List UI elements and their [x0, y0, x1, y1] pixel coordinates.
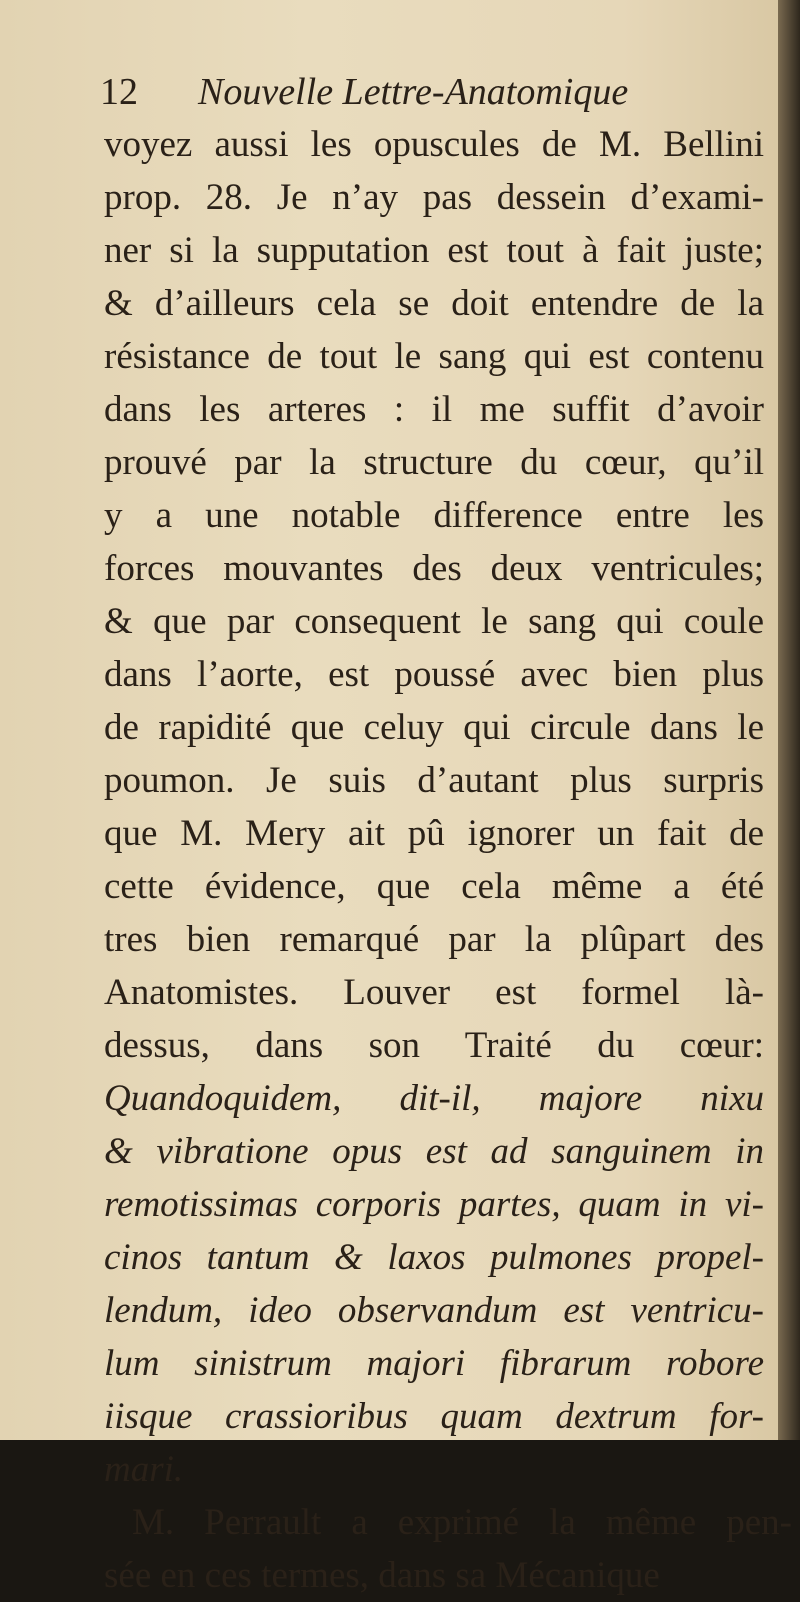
text-line: & vibratione opus est ad sanguinem in	[104, 1131, 764, 1172]
text-line: forces mouvantes des deux ventricules;	[104, 548, 764, 589]
text-line: lendum, ideo observandum est ventricu-	[104, 1290, 764, 1331]
text-line: & que par consequent le sang qui coule	[104, 601, 764, 642]
page-header	[100, 66, 680, 118]
text-line: cinos tantum & laxos pulmones propel-	[104, 1237, 764, 1278]
text-line: tres bien remarqué par la plûpart des	[104, 919, 764, 960]
text-line: dans les arteres : il me suffit d’avoir	[104, 389, 764, 430]
text-line: remotissimas corporis partes, quam in vi-	[104, 1184, 764, 1225]
page-edge	[778, 0, 800, 1440]
text-line: voyez aussi les opuscules de M. Bellini	[104, 124, 764, 165]
text-line: résistance de tout le sang qui est contenu	[104, 336, 764, 377]
text-line: prouvé par la structure du cœur, qu’il	[104, 442, 764, 483]
text-line: Anatomistes. Louver est formel là-	[104, 972, 764, 1013]
text-line: cette évidence, que cela même a été	[104, 866, 764, 907]
text-line: de rapidité que celuy qui circule dans le	[104, 707, 764, 748]
text-line: prop. 28. Je n’ay pas dessein d’exami-	[104, 177, 764, 218]
text-line: lum sinistrum majori fibrarum robore	[104, 1343, 764, 1384]
text-line: & d’ailleurs cela se doit entendre de la	[104, 283, 764, 324]
text-line: ner si la supputation est tout à fait juste;	[104, 230, 764, 271]
page-number: 12	[100, 71, 138, 113]
text-line: mari.	[104, 1449, 184, 1490]
body-text	[104, 118, 792, 1602]
text-line: M. Perrault a exprimé la même pen-	[132, 1502, 792, 1543]
text-line: y a une notable difference entre les	[104, 495, 764, 536]
text-line: que M. Mery ait pû ignorer un fait de	[104, 813, 764, 854]
text-line: dans l’aorte, est poussé avec bien plus	[104, 654, 764, 695]
text-line: poumon. Je suis d’autant plus surpris	[104, 760, 764, 801]
text-line: iisque crassioribus quam dextrum for-	[104, 1396, 764, 1437]
text-line: sée en ces termes, dans sa Mécanique	[104, 1555, 660, 1596]
running-title: Nouvelle Lettre-Anatomique	[198, 71, 629, 113]
text-line: Quandoquidem, dit-il, majore nixu	[104, 1078, 764, 1119]
text-line: dessus, dans son Traité du cœur:	[104, 1025, 764, 1066]
